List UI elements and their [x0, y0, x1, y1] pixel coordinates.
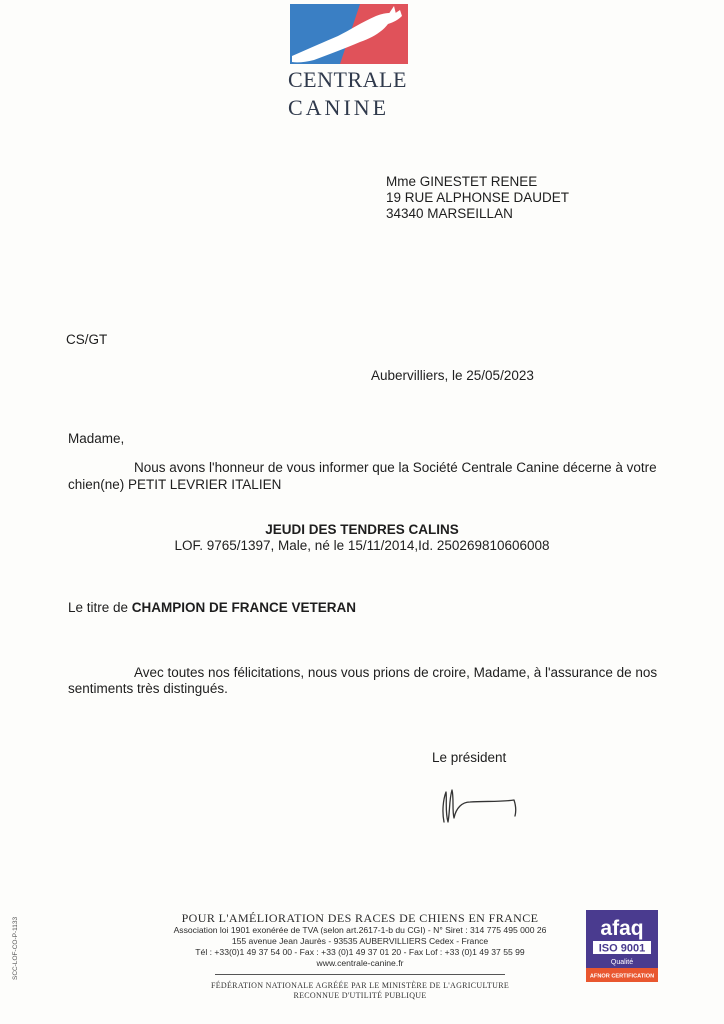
footer-legal-line: Association loi 1901 exonérée de TVA (selon art.2617-1-b du CGI) - N° Siret : 314 775 495 000 26 [173, 925, 547, 935]
logo-text-line2: CANINE [288, 95, 390, 120]
paragraph1-line2: chien(ne) PETIT LEVRIER ITALIEN [68, 477, 282, 492]
dog-details: LOF. 9765/1397, Male, né le 15/11/2014,Id. 250269810606008 [174, 538, 550, 553]
footer-heading: POUR L'AMÉLIORATION DES RACES DE CHIENS EN FRANCE [181, 911, 539, 925]
title-name: CHAMPION DE FRANCE VETERAN [131, 600, 357, 615]
recipient-address [386, 174, 569, 222]
footer [150, 911, 570, 969]
side-document-code: SCC-LOF-CO-P-1133 [12, 916, 19, 980]
afaq-brand: afaq [600, 917, 644, 940]
signatory: Le président [432, 750, 507, 765]
afaq-certifier: AFNOR CERTIFICATION [589, 973, 655, 980]
federation-note [150, 981, 570, 1001]
recipient-street: 19 RUE ALPHONSE DAUDET [386, 190, 570, 205]
dog-name: JEUDI DES TENDRES CALINS [265, 522, 459, 537]
paragraph2-line2: sentiments très distingués. [68, 681, 228, 696]
recipient-city: 34340 MARSEILLAN [386, 206, 513, 221]
federation-line1: FÉDÉRATION NATIONALE AGRÉÉE PAR LE MINISTÈRE DE L'AGRICULTURE [210, 981, 510, 990]
footer-divider [215, 974, 505, 975]
salutation: Madame, [68, 431, 125, 446]
reference-code: CS/GT [66, 332, 108, 347]
afaq-certification-icon [586, 910, 658, 982]
footer-contact-line: Tél : +33(0)1 49 37 54 00 - Fax : +33 (0)1 49 37 01 20 - Fax Lof : +33 (0)1 49 37 55 99 [195, 947, 525, 957]
footer-website: www.centrale-canine.fr [316, 958, 404, 968]
place-and-date: Aubervilliers, le 25/05/2023 [371, 368, 534, 383]
signature-icon [432, 782, 526, 826]
recipient-name: Mme GINESTET RENEE [386, 174, 538, 189]
centrale-canine-logo-icon [290, 4, 408, 64]
afaq-standard: ISO 9001 [598, 942, 646, 955]
footer-address-line: 155 avenue Jean Jaurès - 93535 AUBERVILLIERS Cedex - France [231, 936, 489, 946]
paragraph1-line1: Nous avons l'honneur de vous informer que la Société Centrale Canine décerne à votre [134, 460, 657, 475]
logo-text-line1: CENTRALE [288, 67, 407, 92]
afaq-label: Qualité [610, 959, 634, 966]
title-award [68, 600, 356, 616]
federation-line2: RECONNUE D'UTILITÉ PUBLIQUE [293, 991, 427, 1000]
title-prefix: Le titre de [68, 600, 132, 615]
paragraph2-line1: Avec toutes nos félicitations, nous vous prions de croire, Madame, à l'assurance de nos [134, 665, 658, 680]
